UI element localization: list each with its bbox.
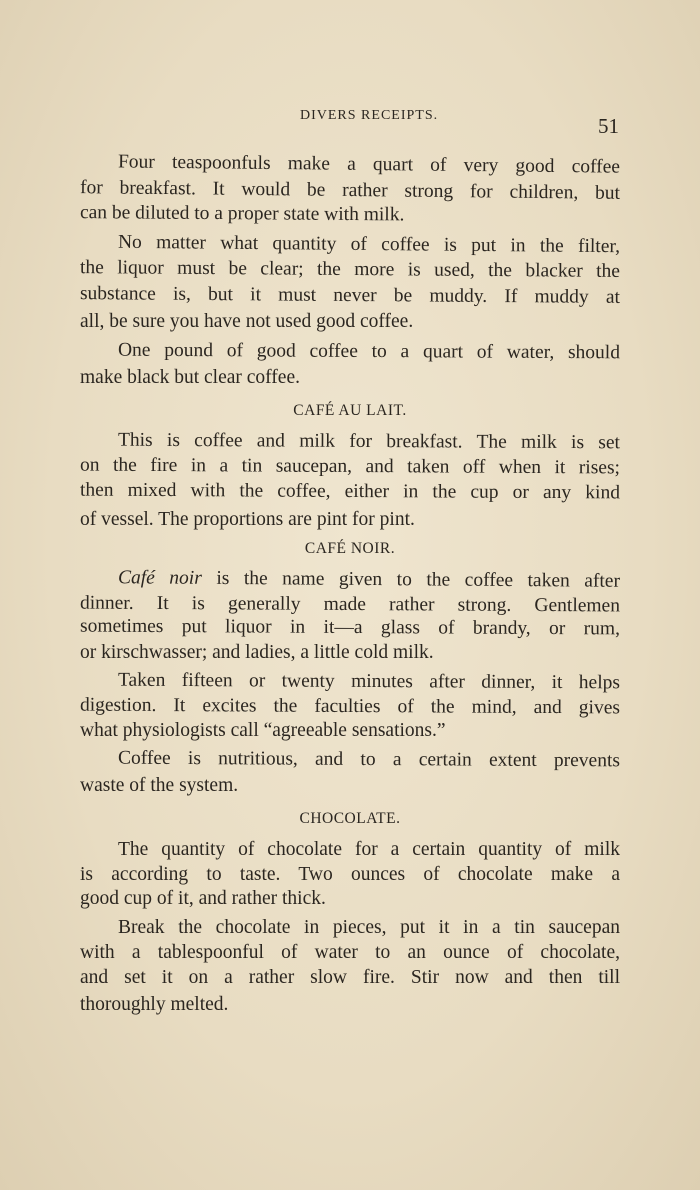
text-line: Taken fifteen or twenty minutes after dinner, it helps [117, 669, 621, 694]
text-line: waste of the system. [80, 775, 239, 796]
text-line: sometimes put liquor in it—a glass of brandy, or rum, [79, 615, 621, 640]
text-line: Four teaspoonfuls make a quart of very good coffee [117, 151, 621, 178]
text-line: with a tablespoonful of water to an ounce of chocolate, [80, 942, 620, 963]
text-line: Break the chocolate in pieces, put it in a tin saucepan [118, 917, 620, 938]
heading-cafe-noir: CAFÉ NOIR. [304, 540, 396, 557]
text-line: then mixed with the coffee, either in the cup or any kind [79, 479, 621, 504]
text-line: or kirschwasser; and ladies, a little cold milk. [80, 642, 434, 663]
text-line: is according to taste. Two ounces of chocolate make a [80, 864, 620, 885]
heading-cafe-au-lait: CAFÉ AU LAIT. [293, 402, 407, 419]
text-line: can be diluted to a proper state with milk. [79, 202, 405, 226]
text-line: the liquor must be clear; the more is used, the blacker the [79, 257, 621, 282]
italic-term: Café noir [117, 567, 202, 589]
text-line: dinner. It is generally made rather strong. Gentlemen [79, 592, 621, 617]
heading-chocolate: CHOCOLATE. [299, 810, 401, 827]
text-line: make black but clear coffee. [80, 367, 300, 388]
text-line: what physiologists call “agreeable sensations.” [80, 720, 446, 741]
text-line: substance is, but it must never be muddy. If muddy at [79, 283, 621, 308]
text-line: for breakfast. It would be rather strong for children, but [79, 177, 621, 204]
text-line: One pound of good coffee to a quart of water, should [117, 339, 621, 364]
text-line: Coffee is nutritious, and to a certain extent prevents [117, 747, 621, 772]
text-line [118, 566, 620, 594]
text-line: digestion. It excites the faculties of the mind, and gives [79, 694, 621, 719]
text-line: and set it on a rather slow fire. Stir now and then till [80, 967, 620, 988]
text-line: of vessel. The proportions are pint for pint. [80, 509, 415, 530]
text-line: This is coffee and milk for breakfast. The milk is set [117, 429, 621, 454]
text-line: all, be sure you have not used good coffee. [80, 311, 414, 332]
text-line: good cup of it, and rather thick. [80, 888, 326, 909]
text-span: is the name given to the coffee taken after [216, 567, 621, 592]
text-line: The quantity of chocolate for a certain quantity of milk [118, 839, 620, 860]
page-number: 51 [598, 114, 619, 138]
text-line: No matter what quantity of coffee is put in the filter, [117, 231, 621, 258]
text-line: on the fire in a tin saucepan, and taken off when it rises; [79, 454, 621, 479]
running-title: DIVERS RECEIPTS. [300, 108, 439, 123]
text-line: thoroughly melted. [80, 994, 229, 1015]
